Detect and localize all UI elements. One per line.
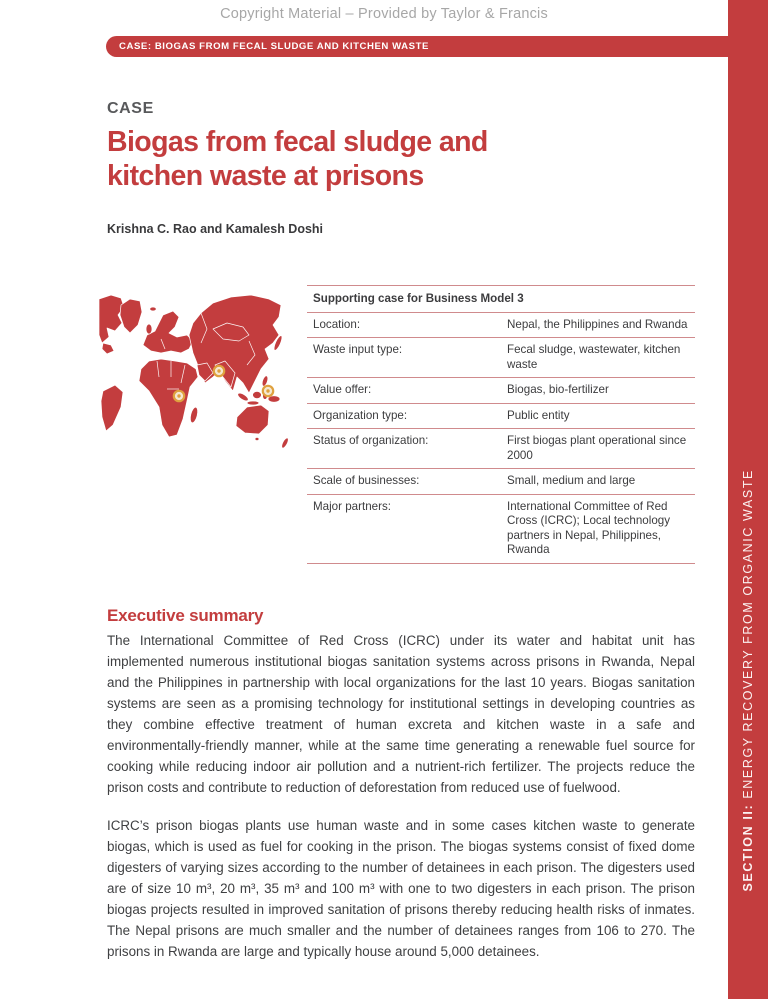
table-row-label: Value offer: xyxy=(307,378,501,404)
table-row xyxy=(307,403,695,429)
map-australia xyxy=(236,405,269,434)
map-africa xyxy=(139,359,198,437)
executive-summary-heading: Executive summary xyxy=(107,605,264,625)
map-marker-nepal xyxy=(214,366,224,376)
map-java xyxy=(247,401,259,405)
table-row xyxy=(307,378,695,404)
table-row-label: Status of organization: xyxy=(307,429,501,469)
table-row-label: Scale of businesses: xyxy=(307,469,501,495)
table-row xyxy=(307,429,695,469)
table-row-header xyxy=(307,286,695,313)
map-new-zealand xyxy=(280,437,289,449)
table-row-label: Organization type: xyxy=(307,403,501,429)
map-tasmania xyxy=(255,437,259,440)
case-fact-table xyxy=(307,285,695,564)
map-britain xyxy=(146,324,152,334)
map-marker-philippines xyxy=(263,386,273,396)
authors-line: Krishna C. Rao and Kamalesh Doshi xyxy=(107,222,324,236)
map-north-america xyxy=(99,295,124,343)
table-row-label: Location: xyxy=(307,312,501,338)
map-borneo xyxy=(253,391,262,398)
table-row xyxy=(307,312,695,338)
map-south-america xyxy=(101,385,123,431)
table-row-label: Waste input type: xyxy=(307,338,501,378)
section-title: ENERGY RECOVERY FROM ORGANIC WASTE xyxy=(741,468,755,804)
section-sidebar-label xyxy=(741,469,755,892)
table-row-value: Small, medium and large xyxy=(501,469,695,495)
page-title: Biogas from fecal sludge and kitchen waste at prisons xyxy=(107,126,488,192)
table-row xyxy=(307,494,695,563)
executive-summary-paragraph-1: The International Committee of Red Cross (ICRC) under its water and habitat unit has implemented numerous institutional biogas sanitation systems across prisons in Rwanda, Nepal and the Philippines in partnership with local organizations for the last 10 years. Biogas sanitation systems are seen as a promising technology for institutional settings in developing countries as they combine effective treatment of human excreta and kitchen waste in a safe and environmentally-friendly manner, while at the same time generating a renewable fuel source for cooking while reducing indoor air pollution and a nutrient-rich fertilizer. The projects reduce the prison costs and contribute to reduction of deforestation from reduced use of fuelwood. xyxy=(107,632,695,795)
map-iceland xyxy=(150,307,156,311)
executive-summary-paragraph-2: ICRC’s prison biogas plants use human waste and in some cases kitchen waste to generate biogas, which is used as fuel for cooking in the prison. The biogas systems consist of fixed dome digesters of varying sizes according to the number of detainees in each prison. The digesters used are of size 10 m³, 20 m³, 35 m³ and 100 m³ with one to two digesters in each prison. The prison biogas projects resulted in improved sanitation of prisons thereby reducing health risks of inmates. The Nepal prisons are much smaller and the number of detainees ranges from 106 to 270. The prisons in Rwanda are large and typically house around 5,000 detainees. xyxy=(107,817,695,959)
table-header-cell: Supporting case for Business Model 3 xyxy=(307,286,695,313)
table-row-value: Public entity xyxy=(501,403,695,429)
table-row-value: Fecal sludge, wastewater, kitchen waste xyxy=(501,338,695,378)
table-row-value: Biogas, bio-fertilizer xyxy=(501,378,695,404)
copyright-notice: Copyright Material – Provided by Taylor & Francis xyxy=(220,6,548,22)
figure-and-table-row xyxy=(97,285,695,564)
world-map-svg xyxy=(97,285,297,460)
section-sidebar xyxy=(728,0,768,999)
main-column xyxy=(107,0,695,962)
section-number: SECTION II: xyxy=(741,803,755,891)
table-row-value: Nepal, the Philippines and Rwanda xyxy=(501,312,695,338)
table-row xyxy=(307,338,695,378)
table-row-value: First biogas plant operational since 2000 xyxy=(501,429,695,469)
table-row-value: International Committee of Red Cross (ICRC); Local technology partners in Nepal, Philippines, Rwanda xyxy=(501,494,695,563)
case-kicker: CASE xyxy=(107,100,154,117)
map-greenland xyxy=(120,299,142,333)
map-sumatra xyxy=(237,392,250,403)
table-row-label: Major partners: xyxy=(307,494,501,563)
map-madagascar xyxy=(189,406,199,423)
table-row xyxy=(307,469,695,495)
running-head-label: CASE: BIOGAS FROM FECAL SLUDGE AND KITCHEN WASTE xyxy=(119,41,429,52)
map-marker-rwanda xyxy=(174,391,184,401)
map-central-america xyxy=(102,343,114,354)
world-map xyxy=(97,285,297,460)
